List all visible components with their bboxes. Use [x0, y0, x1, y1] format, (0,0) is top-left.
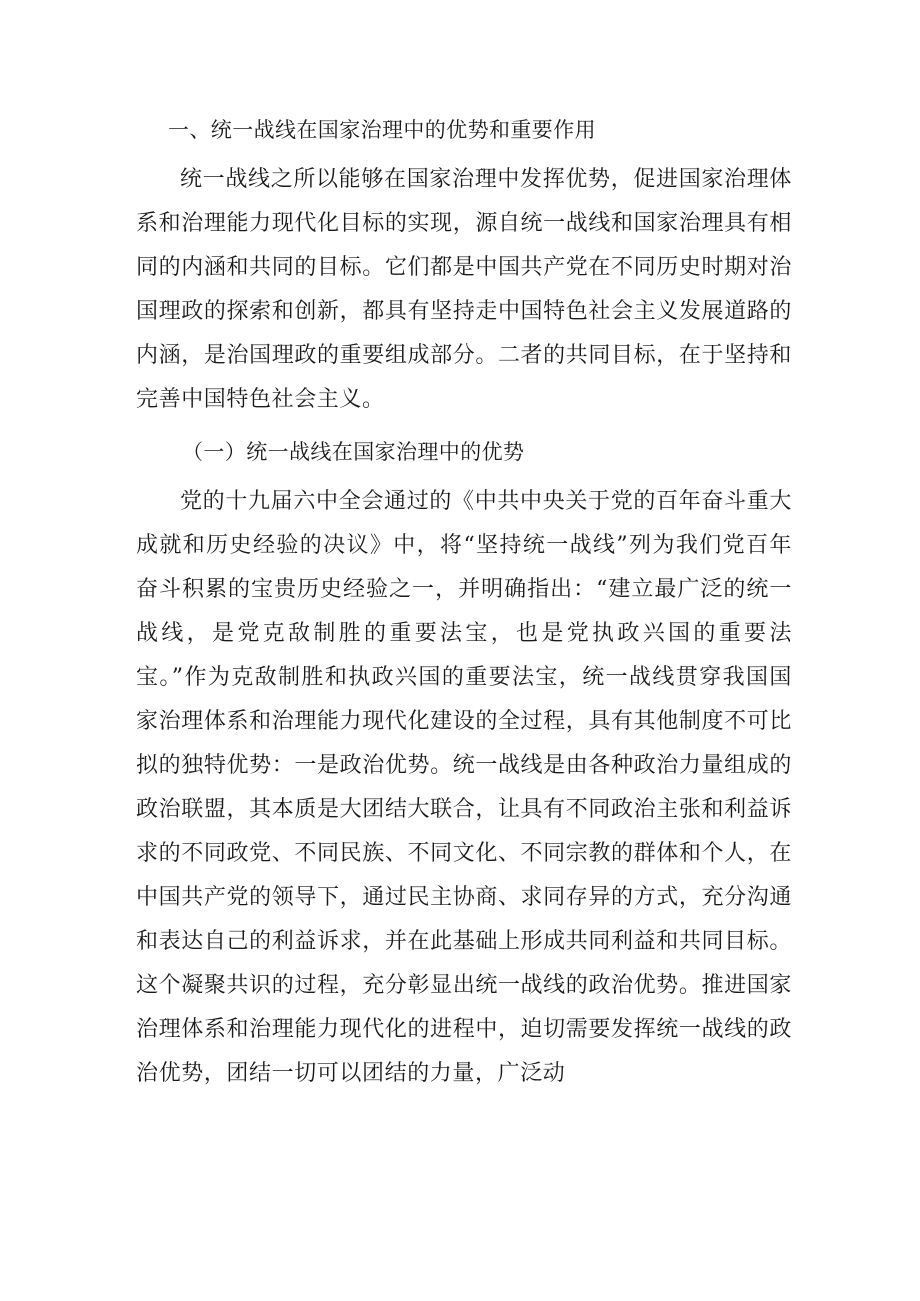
- body-paragraph: 党的十九届六中全会通过的《中共中央关于党的百年奋斗重大成就和历史经验的决议》中，将“坚持统一战线”列为我们党百年奋斗积累的宝贵历史经验之一，并明确指出：“建立最广泛的统一战线，是党克敌制胜的重要法宝，也是党执政兴国的重要法宝。”作为克敌制胜和执政兴国的重要法宝，统一战线贯穿我国国家治理体系和治理能力现代化建设的全过程，具有其他制度不可比拟的独特优势：一是政治优势。统一战线是由各种政治力量组成的政治联盟，其本质是大团结大联合，让具有不同政治主张和利益诉求的不同政党、不同民族、不同文化、不同宗教的群体和个人，在中国共产党的领导下，通过民主协商、求同存异的方式，充分沟通和表达自己的利益诉求，并在此基础上形成共同利益和共同目标。这个凝聚共识的过程，充分彰显出统一战线的政治优势。推进国家治理体系和治理能力现代化的进程中，迫切需要发挥统一战线的政治优势，团结一切可以团结的力量，广泛动: [136, 489, 792, 1086]
- body-paragraph: 统一战线之所以能够在国家治理中发挥优势，促进国家治理体系和治理能力现代化目标的实现，源自统一战线和国家治理具有相同的内涵和共同的目标。它们都是中国共产党在不同历史时期对治国理政的探索和创新，都具有坚持走中国特色社会主义发展道路的内涵，是治国理政的重要组成部分。二者的共同目标，在于坚持和完善中国特色社会主义。: [136, 167, 792, 412]
- subsection-heading: （一）统一战线在国家治理中的优势: [182, 440, 525, 464]
- section-heading: 一、统一战线在国家治理中的优势和重要作用: [168, 118, 596, 142]
- document-body: [136, 108, 792, 1096]
